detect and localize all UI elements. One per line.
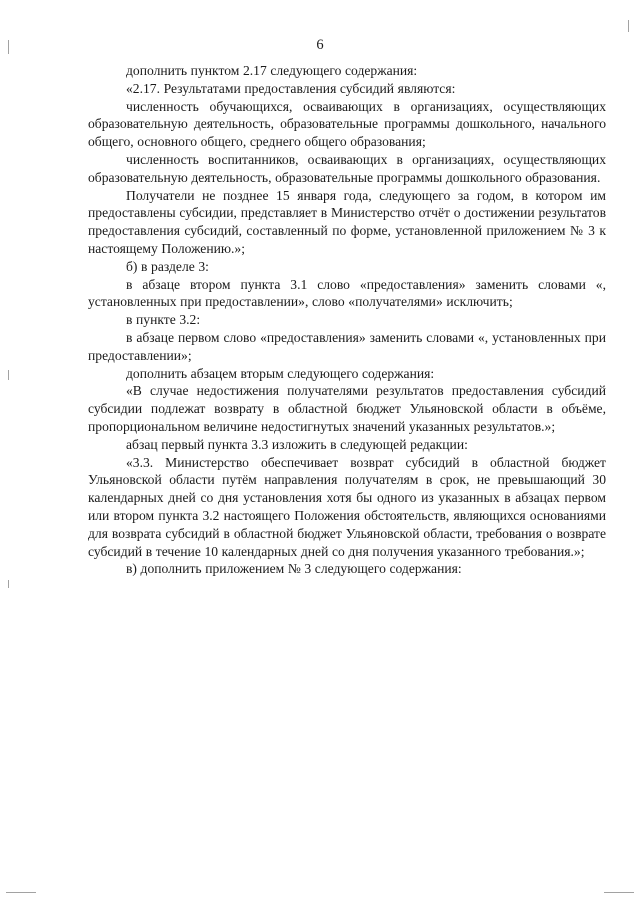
paragraph: численность воспитанников, осваивающих в организациях, осуществляющих образовательную деятельность, образовательные программы дошкольного образования. [88, 151, 606, 185]
scan-edge-mark [6, 892, 36, 893]
scan-edge-mark [604, 892, 634, 893]
scan-edge-mark [8, 370, 9, 380]
scan-edge-mark [8, 40, 9, 54]
paragraph: дополнить пунктом 2.17 следующего содержания: [126, 63, 418, 78]
paragraph: Получатели не позднее 15 января года, следующего за годом, в котором им предоставлены субсидии, представляет в Министерство отчёт о достижении результатов предоставления субсидий, составленный по форме, установленной приложением № 3 к настоящему Положению.»; [88, 187, 606, 256]
document-body [88, 62, 606, 578]
paragraph: «3.3. Министерство обеспечивает возврат субсидий в областной бюджет Ульяновской области путём направления получателям в срок, не превышающий 30 календарных дней со дня установления хотя бы одного из указанных в абзацах первом или втором пункта 3.2 настоящего Положения обстоятельств, являющихся основаниями для возврата субсидий в областной бюджет Ульяновской области, требования о возврате субсидий в течение 10 календарных дней со дня получения указанного требования.»; [88, 454, 606, 559]
paragraph: в абзаце первом слово «предоставления» заменить словами «, установленных при предоставлении»; [88, 329, 606, 363]
paragraph: б) в разделе 3: [126, 258, 209, 274]
paragraph: численность обучающихся, осваивающих в организациях, осуществляющих образовательную деятельность, образовательные программы дошкольного, начального общего, основного общего, среднего общего образования; [88, 98, 606, 150]
scan-edge-mark [8, 580, 9, 588]
page-number: 6 [316, 37, 324, 53]
paragraph: в абзаце втором пункта 3.1 слово «предоставления» заменить словами «, установленных при предоставлении», слово «получателями» исключить; [88, 276, 606, 310]
paragraph: в) дополнить приложением № 3 следующего содержания: [126, 561, 462, 577]
paragraph: дополнить абзацем вторым следующего содержания: [126, 365, 435, 381]
paragraph: в пункте 3.2: [126, 312, 201, 328]
paragraph: абзац первый пункта 3.3 изложить в следующей редакции: [126, 436, 468, 452]
scan-edge-mark [628, 20, 629, 32]
paragraph: «2.17. Результатами предоставления субсидий являются: [126, 80, 456, 96]
paragraph: «В случае недостижения получателями результатов предоставления субсидий субсидии подлежат возврату в областной бюджет Ульяновской области в объёме, пропорциональном величине недостигнутых значений указанных результатов.»; [88, 383, 606, 434]
